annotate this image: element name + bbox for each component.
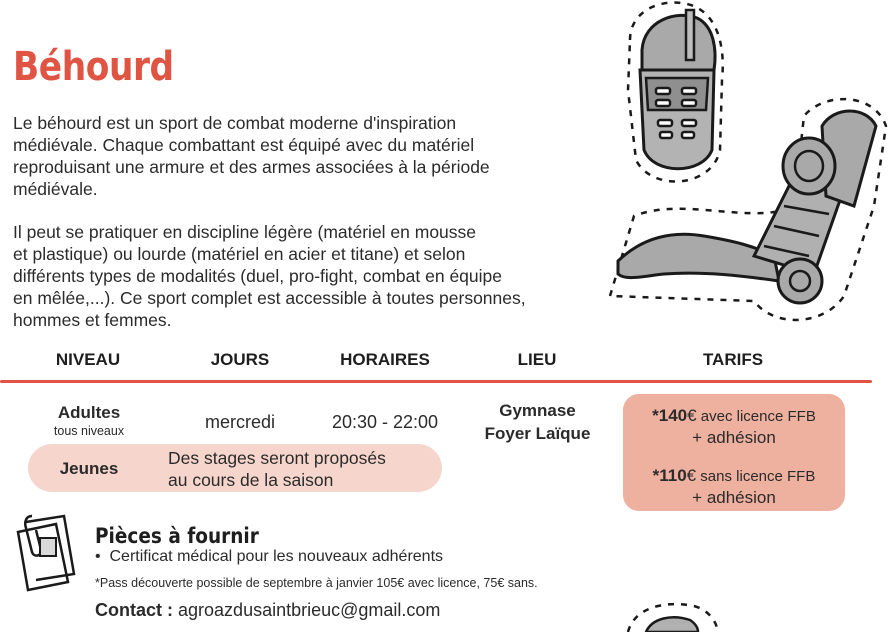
- tarif-1-currency: €: [687, 406, 697, 425]
- jeunes-info-line: au cours de la saison: [168, 470, 334, 490]
- tarif-2: [623, 466, 845, 486]
- intro-line: reproduisant une armure et des armes associées à la période: [13, 157, 490, 177]
- body-line: différents types de modalités (duel, pro-fight, combat en équipe: [13, 266, 502, 286]
- intro-line: Le béhourd est un sport de combat moderne d'inspiration: [13, 113, 457, 133]
- contact-line: [95, 600, 440, 621]
- docs-bullet: [95, 548, 443, 566]
- tarif-1-desc: avec licence FFB: [696, 408, 816, 425]
- jeunes-info-line: Des stages seront proposés: [168, 448, 386, 468]
- tarif-1-extra: + adhésion: [692, 428, 776, 447]
- header-niveau: NIVEAU: [55, 350, 121, 369]
- niveau-adultes-sub: tous niveaux: [53, 424, 125, 438]
- contact-email[interactable]: agroazdusaintbrieuc@gmail.com: [178, 600, 441, 620]
- tarif-1: [623, 406, 845, 426]
- docs-bullet-text: Certificat médical pour les nouveaux adhérents: [109, 548, 444, 565]
- jours-adultes: mercredi: [204, 412, 275, 432]
- intro-line: médiévale. Chaque combattant est équipé avec du matériel: [13, 135, 475, 155]
- body-line: hommes et femmes.: [13, 310, 172, 330]
- header-jours: JOURS: [210, 350, 270, 369]
- page-title: Béhourd: [13, 44, 174, 90]
- docs-note: *Pass découverte possible de septembre à janvier 105€ avec licence, 75€ sans.: [95, 576, 538, 590]
- lieu-line: Foyer Laïque: [484, 424, 591, 443]
- intro-line: médiévale.: [13, 179, 98, 199]
- tarif-2-extra: + adhésion: [692, 488, 776, 507]
- header-tarifs: TARIFS: [702, 350, 764, 369]
- armored-arm-icon: [604, 96, 890, 326]
- body-paragraph: [13, 221, 613, 331]
- bullet-dot: •: [95, 548, 110, 565]
- body-line: Il peut se pratiquer en discipline légère (matériel en mousse: [13, 222, 477, 242]
- tarif-1-price: *140: [652, 406, 688, 425]
- body-line: et plastique) ou lourde (matériel en acier et titane) et selon: [13, 244, 466, 264]
- niveau-jeunes: Jeunes: [59, 459, 119, 478]
- tarif-2-price: *110: [652, 466, 687, 485]
- header-horaires: HORAIRES: [340, 350, 430, 369]
- docs-title: Pièces à fournir: [95, 524, 259, 548]
- niveau-adultes: Adultes: [57, 403, 121, 422]
- horaires-adultes: 20:30 - 22:00: [331, 412, 439, 432]
- intro-paragraph: [13, 112, 613, 200]
- header-lieu: LIEU: [517, 350, 557, 369]
- documents-paperclip-icon: [12, 512, 78, 592]
- body-line: en mêlée,...). Ce sport complet est accessible à toutes personnes,: [13, 288, 526, 308]
- shield-icon: [624, 602, 720, 632]
- lieu-line: Gymnase: [499, 401, 576, 420]
- tarif-2-currency: €: [686, 466, 697, 485]
- contact-label: Contact :: [95, 600, 173, 620]
- header-divider: [0, 380, 872, 383]
- tarif-2-desc: sans licence FFB: [696, 468, 816, 485]
